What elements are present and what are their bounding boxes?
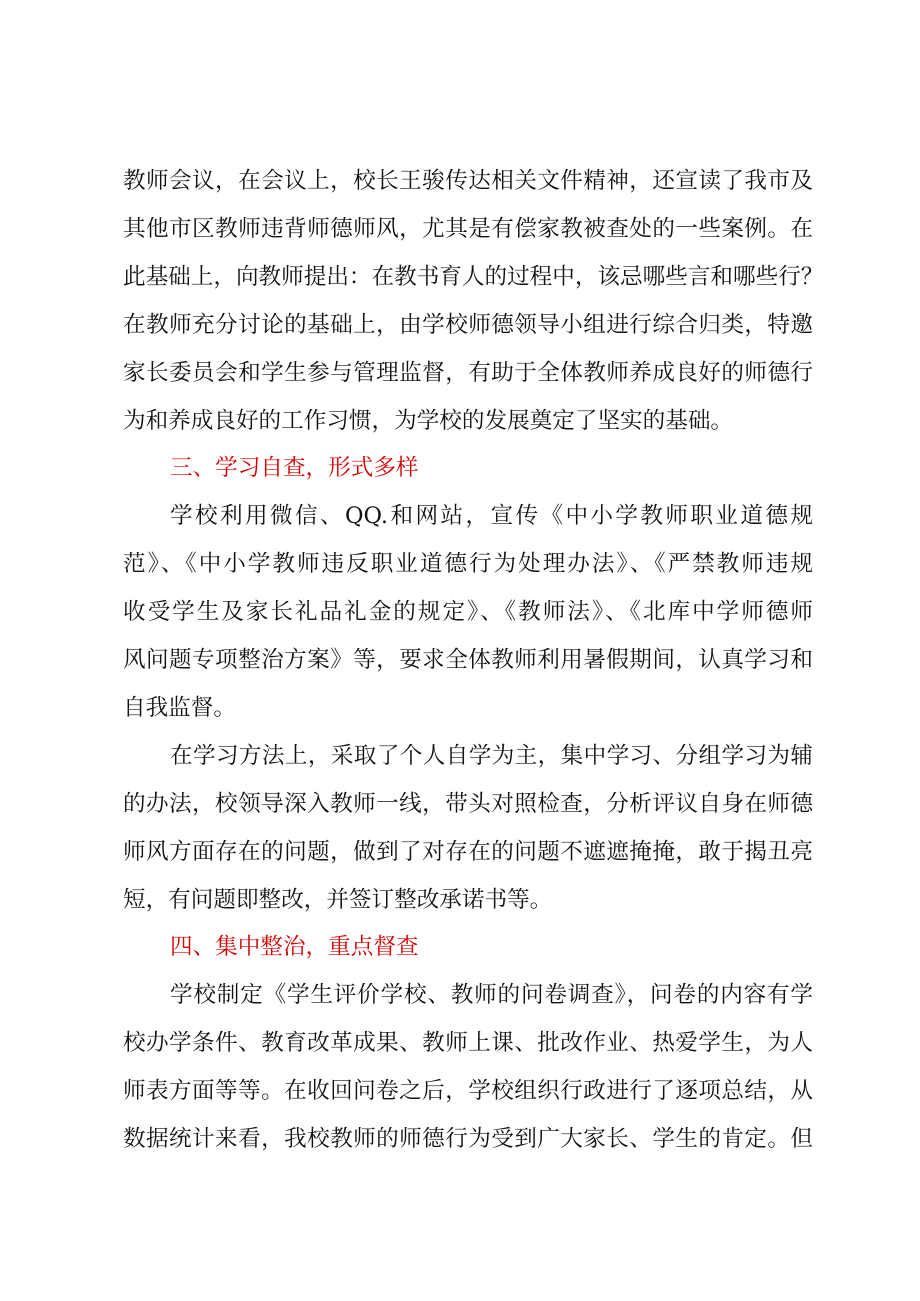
- section-heading-4: 四、集中整治，重点督查: [170, 934, 419, 960]
- text-line: 家长委员会和学生参与管理监督，有助于全体教师养成良好的师德行: [123, 360, 813, 386]
- text-line: 校办学条件、教育改革成果、教师上课、批改作业、热爱学生，为人: [123, 1030, 813, 1056]
- text-line: 师表方面等等。在收回问卷之后，学校组织行政进行了逐项总结，从: [123, 1078, 813, 1104]
- text-line: 数据统计来看，我校教师的师德行为受到广大家长、学生的肯定。但: [123, 1126, 813, 1152]
- text-line: 风问题专项整治方案》等，要求全体教师利用暑假期间，认真学习和: [123, 647, 813, 673]
- text-line: 在学习方法上，采取了个人自学为主，集中学习、分组学习为辅: [170, 743, 813, 769]
- text-line: 在教师充分讨论的基础上，由学校师德领导小组进行综合归类，特邀: [123, 312, 813, 338]
- text-line: 学校制定《学生评价学校、教师的问卷调查》，问卷的内容有学: [170, 982, 813, 1008]
- text-line: 学校利用微信、QQ.和网站，宣传《中小学教师职业道德规: [170, 503, 813, 529]
- text-line: 教师会议，在会议上，校长王骏传达相关文件精神，还宣读了我市及: [123, 168, 813, 194]
- text-line: 其他市区教师违背师德师风，尤其是有偿家教被查处的一些案例。在: [123, 216, 813, 242]
- text-line: 自我监督。: [123, 695, 236, 721]
- section-heading-3: 三、学习自查，形式多样: [170, 455, 419, 481]
- text-line: 范》、《中小学教师违反职业道德行为处理办法》、《严禁教师违规: [123, 551, 813, 577]
- text-line: 短，有问题即整改，并签订整改承诺书等。: [123, 887, 553, 913]
- text-line: 为和养成良好的工作习惯，为学校的发展奠定了坚实的基础。: [123, 408, 734, 434]
- text-line: 收受学生及家长礼品礼金的规定》、《教师法》、《北库中学师德师: [123, 599, 813, 625]
- text-line: 师风方面存在的问题，做到了对存在的问题不遮遮掩掩，敢于揭丑亮: [123, 839, 813, 865]
- text-line: 的办法，校领导深入教师一线，带头对照检查，分析评议自身在师德: [123, 791, 813, 817]
- text-line: 此基础上，向教师提出：在教书育人的过程中，该忌哪些言和哪些行？: [123, 264, 824, 290]
